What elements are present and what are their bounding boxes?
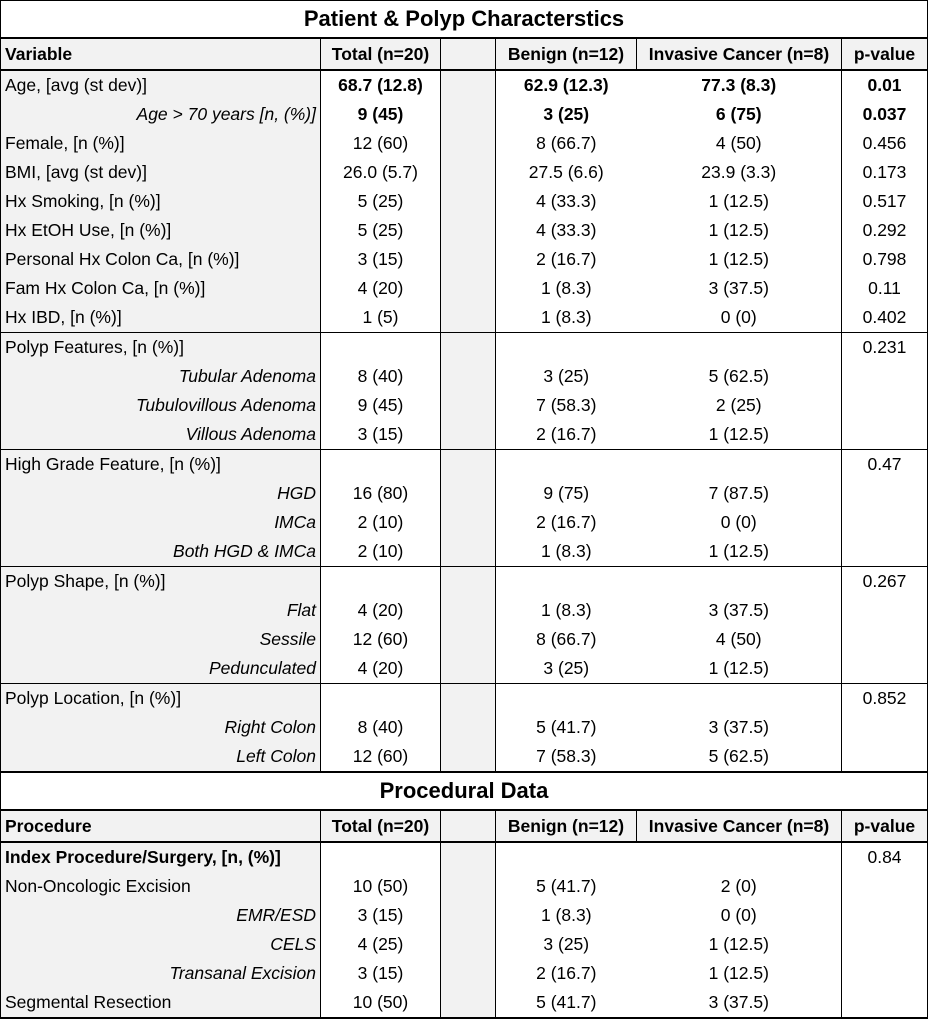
spacer-cell xyxy=(441,216,496,245)
p-value-cell xyxy=(842,362,928,391)
p-value-cell xyxy=(842,901,928,930)
cancer-cell xyxy=(637,684,842,714)
table-row xyxy=(1,959,928,988)
table-row xyxy=(1,713,928,742)
spacer-cell xyxy=(441,333,496,363)
benign-cell xyxy=(496,450,637,480)
p-value-cell: 0.798 xyxy=(842,245,928,274)
row-label: Both HGD & IMCa xyxy=(1,537,321,567)
benign-cell: 2 (16.7) xyxy=(536,512,597,532)
p-value-cell xyxy=(842,391,928,420)
spacer-cell xyxy=(441,901,496,930)
total-cell: 10 (50) xyxy=(352,876,409,896)
cancer-cell xyxy=(637,842,842,872)
table-row xyxy=(1,216,928,245)
p-value-cell xyxy=(842,479,928,508)
spacer-cell xyxy=(441,959,496,988)
cancer-cell: 77.3 (8.3) xyxy=(637,70,842,100)
cancer-cell: 5 (62.5) xyxy=(637,742,842,772)
spacer-cell xyxy=(441,596,496,625)
benign-cell: 2 (16.7) xyxy=(536,424,597,444)
column-header: Benign (n=12) xyxy=(496,810,637,842)
row-label: Hx EtOH Use, [n (%)] xyxy=(1,216,321,245)
spacer-cell xyxy=(441,537,496,567)
cancer-cell: 6 (75) xyxy=(637,100,842,129)
row-label: Segmental Resection xyxy=(1,988,321,1018)
table-row xyxy=(1,508,928,537)
row-label: Pedunculated xyxy=(1,654,321,684)
spacer-cell xyxy=(441,567,496,597)
section-title-row xyxy=(1,772,928,810)
benign-cell: 5 (41.7) xyxy=(496,988,637,1018)
p-value-cell xyxy=(842,988,928,1018)
cancer-cell: 1 (12.5) xyxy=(637,216,842,245)
table-row xyxy=(1,100,928,129)
row-label: Hx IBD, [n (%)] xyxy=(1,303,321,333)
table-row xyxy=(1,930,928,959)
column-header: Procedure xyxy=(1,810,321,842)
row-label: Polyp Shape, [n (%)] xyxy=(1,567,321,597)
row-label: BMI, [avg (st dev)] xyxy=(1,158,321,187)
benign-cell: 2 (16.7) xyxy=(536,249,597,269)
row-label: Polyp Features, [n (%)] xyxy=(1,333,321,363)
benign-cell: 3 (25) xyxy=(543,934,590,954)
total-cell: 2 (10) xyxy=(357,512,404,532)
column-header: p-value xyxy=(842,38,928,70)
table-row xyxy=(1,245,928,274)
table-row xyxy=(1,303,928,333)
spacer-cell xyxy=(441,362,496,391)
spacer-cell xyxy=(441,713,496,742)
spacer-cell xyxy=(441,654,496,684)
total-cell: 12 (60) xyxy=(352,629,409,649)
benign-cell: 5 (41.7) xyxy=(536,717,597,737)
row-label: Age, [avg (st dev)] xyxy=(1,70,321,100)
benign-cell: 27.5 (6.6) xyxy=(528,162,604,182)
total-cell: 4 (20) xyxy=(357,658,404,678)
spacer-cell xyxy=(441,100,496,129)
table-row xyxy=(1,187,928,216)
row-label: Polyp Location, [n (%)] xyxy=(1,684,321,714)
cancer-cell: 1 (12.5) xyxy=(637,187,842,216)
cancer-cell: 1 (12.5) xyxy=(637,959,842,988)
section-title: Patient & Polyp Characterstics xyxy=(1,1,928,39)
p-value-cell: 0.84 xyxy=(842,842,928,872)
table-row xyxy=(1,274,928,303)
row-label: EMR/ESD xyxy=(1,901,321,930)
column-header: Total (n=20) xyxy=(321,810,441,842)
cancer-cell: 3 (37.5) xyxy=(637,596,842,625)
benign-cell: 3 (25) xyxy=(543,366,590,386)
benign-cell xyxy=(496,684,637,714)
benign-cell xyxy=(496,567,637,597)
benign-cell: 62.9 (12.3) xyxy=(523,75,609,95)
p-value-cell: 0.037 xyxy=(842,100,928,129)
row-label: Left Colon xyxy=(1,742,321,772)
p-value-cell: 0.47 xyxy=(842,450,928,480)
row-label: Fam Hx Colon Ca, [n (%)] xyxy=(1,274,321,303)
table-row xyxy=(1,129,928,158)
spacer-cell xyxy=(441,391,496,420)
p-value-cell: 0.292 xyxy=(842,216,928,245)
column-header: p-value xyxy=(842,810,928,842)
total-cell: 4 (25) xyxy=(357,934,404,954)
p-value-cell xyxy=(842,713,928,742)
table-row xyxy=(1,842,928,872)
spacer-cell xyxy=(441,872,496,901)
benign-cell: 7 (58.3) xyxy=(536,395,597,415)
p-value-cell: 0.852 xyxy=(842,684,928,714)
row-label: Non-Oncologic Excision xyxy=(1,872,321,901)
row-label: CELS xyxy=(1,930,321,959)
benign-cell: 5 (41.7) xyxy=(536,876,597,896)
total-cell: 9 (45) xyxy=(357,395,404,415)
spacer-cell xyxy=(441,988,496,1018)
p-value-cell: 0.267 xyxy=(842,567,928,597)
cancer-cell xyxy=(637,450,842,480)
p-value-cell xyxy=(842,625,928,654)
spacer-cell xyxy=(441,70,496,100)
table-row xyxy=(1,625,928,654)
spacer-cell xyxy=(441,274,496,303)
p-value-cell xyxy=(842,742,928,772)
total-cell: 68.7 (12.8) xyxy=(338,75,423,95)
table-row xyxy=(1,70,928,100)
row-label: IMCa xyxy=(1,508,321,537)
total-cell: 12 (60) xyxy=(321,742,441,772)
row-label: Tubulovillous Adenoma xyxy=(1,391,321,420)
row-label: High Grade Feature, [n (%)] xyxy=(1,450,321,480)
p-value-cell xyxy=(842,508,928,537)
cancer-cell xyxy=(637,567,842,597)
cancer-cell: 1 (12.5) xyxy=(637,245,842,274)
column-header: Variable xyxy=(1,38,321,70)
spacer-cell xyxy=(441,245,496,274)
cancer-cell: 5 (62.5) xyxy=(637,362,842,391)
total-cell xyxy=(321,842,441,872)
cancer-cell: 0 (0) xyxy=(637,303,842,333)
p-value-cell: 0.517 xyxy=(842,187,928,216)
cancer-cell: 1 (12.5) xyxy=(637,654,842,684)
cancer-cell: 0 (0) xyxy=(637,508,842,537)
row-label: Hx Smoking, [n (%)] xyxy=(1,187,321,216)
total-cell xyxy=(321,450,441,480)
total-cell: 3 (15) xyxy=(357,424,404,444)
p-value-cell: 0.402 xyxy=(842,303,928,333)
total-cell: 2 (10) xyxy=(357,541,404,561)
row-label: Villous Adenoma xyxy=(1,420,321,450)
total-cell: 3 (15) xyxy=(357,963,404,983)
benign-cell: 3 (25) xyxy=(543,658,590,678)
row-label: Flat xyxy=(1,596,321,625)
benign-cell: 3 (25) xyxy=(543,104,590,124)
row-label: Right Colon xyxy=(1,713,321,742)
benign-cell: 1 (8.3) xyxy=(540,278,592,298)
p-value-cell xyxy=(842,596,928,625)
total-cell: 8 (40) xyxy=(357,717,404,737)
cancer-cell: 1 (12.5) xyxy=(637,930,842,959)
total-cell: 26.0 (5.7) xyxy=(343,162,418,182)
p-value-cell xyxy=(842,537,928,567)
table-row xyxy=(1,333,928,363)
cancer-cell: 7 (87.5) xyxy=(637,479,842,508)
p-value-cell xyxy=(842,959,928,988)
total-cell: 8 (40) xyxy=(357,366,404,386)
table-row xyxy=(1,537,928,567)
benign-cell: 1 (8.3) xyxy=(540,307,592,327)
row-label: HGD xyxy=(1,479,321,508)
column-header: Total (n=20) xyxy=(321,38,441,70)
total-cell: 4 (20) xyxy=(357,600,404,620)
benign-cell: 8 (66.7) xyxy=(536,629,597,649)
cancer-cell: 4 (50) xyxy=(637,625,842,654)
total-cell: 16 (80) xyxy=(352,483,409,503)
table-row xyxy=(1,901,928,930)
cancer-cell: 2 (0) xyxy=(637,872,842,901)
total-cell: 9 (45) xyxy=(357,104,404,124)
header-row xyxy=(1,38,928,70)
table-row xyxy=(1,684,928,714)
table-row xyxy=(1,450,928,480)
table-row xyxy=(1,567,928,597)
cancer-cell: 1 (12.5) xyxy=(637,537,842,567)
spacer-cell xyxy=(441,508,496,537)
total-cell: 5 (25) xyxy=(357,220,404,240)
benign-cell: 1 (8.3) xyxy=(540,541,592,561)
table-row xyxy=(1,391,928,420)
total-cell xyxy=(321,684,441,714)
cancer-cell: 3 (37.5) xyxy=(637,988,842,1018)
cancer-cell xyxy=(637,333,842,363)
spacer-cell xyxy=(441,187,496,216)
benign-cell: 7 (58.3) xyxy=(496,742,637,772)
p-value-cell: 0.456 xyxy=(842,129,928,158)
column-header: Invasive Cancer (n=8) xyxy=(637,38,842,70)
table-row xyxy=(1,362,928,391)
table-row xyxy=(1,654,928,684)
cancer-cell: 4 (50) xyxy=(637,129,842,158)
total-cell: 3 (15) xyxy=(357,905,404,925)
total-cell: 10 (50) xyxy=(321,988,441,1018)
spacer-cell xyxy=(441,479,496,508)
cancer-cell: 3 (37.5) xyxy=(637,274,842,303)
p-value-cell: 0.231 xyxy=(842,333,928,363)
table-row xyxy=(1,988,928,1018)
section-title-row xyxy=(1,1,928,39)
benign-cell xyxy=(496,842,637,872)
row-label: Sessile xyxy=(1,625,321,654)
column-header xyxy=(441,810,496,842)
table-row xyxy=(1,420,928,450)
benign-cell: 4 (33.3) xyxy=(536,191,597,211)
spacer-cell xyxy=(441,742,496,772)
p-value-cell xyxy=(842,654,928,684)
benign-cell: 4 (33.3) xyxy=(536,220,597,240)
spacer-cell xyxy=(441,420,496,450)
cancer-cell: 23.9 (3.3) xyxy=(637,158,842,187)
table-row xyxy=(1,596,928,625)
spacer-cell xyxy=(441,842,496,872)
row-label: Tubular Adenoma xyxy=(1,362,321,391)
column-header: Benign (n=12) xyxy=(496,38,637,70)
row-label: Personal Hx Colon Ca, [n (%)] xyxy=(1,245,321,274)
table-row xyxy=(1,158,928,187)
total-cell: 12 (60) xyxy=(352,133,409,153)
benign-cell: 8 (66.7) xyxy=(536,133,597,153)
benign-cell xyxy=(496,333,637,363)
benign-cell: 2 (16.7) xyxy=(536,963,597,983)
p-value-cell xyxy=(842,872,928,901)
spacer-cell xyxy=(441,450,496,480)
spacer-cell xyxy=(441,303,496,333)
column-header: Invasive Cancer (n=8) xyxy=(637,810,842,842)
benign-cell: 1 (8.3) xyxy=(540,905,592,925)
cancer-cell: 0 (0) xyxy=(637,901,842,930)
total-cell: 5 (25) xyxy=(357,191,404,211)
p-value-cell: 0.01 xyxy=(842,70,928,100)
benign-cell: 9 (75) xyxy=(543,483,590,503)
table-row xyxy=(1,479,928,508)
spacer-cell xyxy=(441,625,496,654)
spacer-cell xyxy=(441,129,496,158)
row-label: Index Procedure/Surgery, [n, (%)] xyxy=(1,842,321,872)
p-value-cell: 0.11 xyxy=(842,274,928,303)
cancer-cell: 3 (37.5) xyxy=(637,713,842,742)
row-label: Female, [n (%)] xyxy=(1,129,321,158)
header-row xyxy=(1,810,928,842)
row-label: Transanal Excision xyxy=(1,959,321,988)
spacer-cell xyxy=(441,684,496,714)
p-value-cell: 0.173 xyxy=(842,158,928,187)
benign-cell: 1 (8.3) xyxy=(540,600,592,620)
total-cell: 4 (20) xyxy=(357,278,404,298)
total-cell: 1 (5) xyxy=(362,307,399,327)
cancer-cell: 2 (25) xyxy=(637,391,842,420)
cancer-cell: 1 (12.5) xyxy=(637,420,842,450)
total-cell xyxy=(321,333,441,363)
column-header xyxy=(441,38,496,70)
p-value-cell xyxy=(842,930,928,959)
table-row xyxy=(1,742,928,772)
spacer-cell xyxy=(441,930,496,959)
spacer-cell xyxy=(441,158,496,187)
total-cell: 3 (15) xyxy=(357,249,404,269)
p-value-cell xyxy=(842,420,928,450)
row-label: Age > 70 years [n, (%)] xyxy=(1,100,321,129)
section-title: Procedural Data xyxy=(1,772,928,810)
total-cell xyxy=(321,567,441,597)
table-row xyxy=(1,872,928,901)
